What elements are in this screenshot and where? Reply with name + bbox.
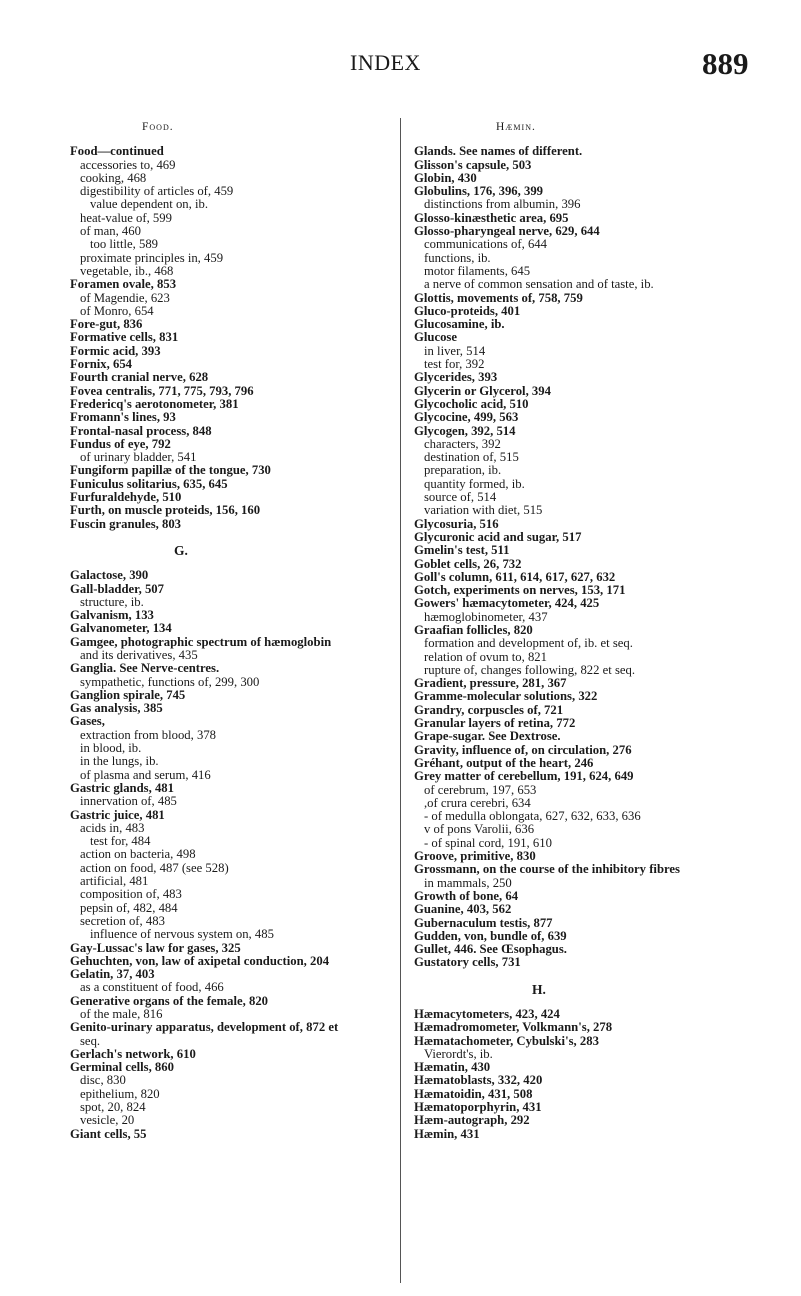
index-subentry: test for, 392 xyxy=(424,357,485,372)
index-subentry: formation and development of, ib. et seq. xyxy=(424,636,633,651)
index-entry: Generative organs of the female, 820 xyxy=(70,993,269,1008)
index-entry: Galvanism, 133 xyxy=(70,608,154,623)
index-subentry: as a constituent of food, 466 xyxy=(80,980,224,995)
index-entry: Globulins, 176, 396, 399 xyxy=(414,184,544,199)
index-subentry: secretion of, 483 xyxy=(80,913,165,928)
index-subentry: cooking, 468 xyxy=(80,170,147,185)
right-column-heading: Hæmin. xyxy=(496,121,536,133)
index-entry: Glosso-kinæsthetic area, 695 xyxy=(414,210,569,225)
index-entry: Gudden, von, bundle of, 639 xyxy=(414,928,567,943)
index-entry: Gluco-proteids, 401 xyxy=(414,303,521,318)
index-subentry: relation of ovum to, 821 xyxy=(424,649,547,664)
index-subentry: in liver, 514 xyxy=(424,343,486,358)
section-letter: H. xyxy=(532,981,546,997)
index-entry: Genito-urinary apparatus, development of, 872 et xyxy=(70,1020,339,1035)
index-entry: Fovea centralis, 771, 775, 793, 796 xyxy=(70,383,254,398)
index-entry: Fungiform papillæ of the tongue, 730 xyxy=(70,463,271,478)
index-subentry: of the male, 816 xyxy=(80,1007,163,1021)
index-subentry: destination of, 515 xyxy=(424,450,519,465)
index-entry: Gases, xyxy=(70,714,105,729)
index-entry: Guanine, 403, 562 xyxy=(414,902,512,917)
index-entry: Formic acid, 393 xyxy=(70,343,161,358)
index-entry: Gas analysis, 385 xyxy=(70,701,163,716)
index-subentry: of man, 460 xyxy=(80,224,141,239)
index-entry: Gramme-molecular solutions, 322 xyxy=(414,689,598,704)
index-subentry: of plasma and serum, 416 xyxy=(80,767,211,782)
index-subentry: a nerve of common sensation and of taste, ib. xyxy=(424,277,654,292)
index-entry: Frontal-nasal process, 848 xyxy=(70,423,212,438)
index-entry: Ganglion spirale, 745 xyxy=(70,687,186,702)
index-entry: Hæmatoblasts, 332, 420 xyxy=(414,1073,543,1088)
index-subentry: too little, 589 xyxy=(90,237,159,252)
index-entry: Goblet cells, 26, 732 xyxy=(414,556,522,571)
index-subentry: spot, 20, 824 xyxy=(80,1100,146,1115)
index-entry: Glucosamine, ib. xyxy=(414,317,505,332)
index-entry: Food—continued xyxy=(70,144,164,159)
index-subentry: characters, 392 xyxy=(424,436,501,451)
index-entry: Growth of bone, 64 xyxy=(414,888,519,903)
index-entry: Glycocine, 499, 563 xyxy=(414,410,519,425)
index-entry: Glycerides, 393 xyxy=(414,370,498,385)
index-entry: Glottis, movements of, 758, 759 xyxy=(414,290,583,305)
index-entry: Gradient, pressure, 281, 367 xyxy=(414,676,567,691)
index-subentry: hæmoglobinometer, 437 xyxy=(424,609,548,624)
index-subentry: accessories to, 469 xyxy=(80,157,176,172)
index-entry: Giant cells, 55 xyxy=(70,1126,147,1141)
index-subentry: communications of, 644 xyxy=(424,237,547,252)
index-entry: Furfuraldehyde, 510 xyxy=(70,490,182,505)
index-subentry: value dependent on, ib. xyxy=(90,197,209,212)
index-entry: Gall-bladder, 507 xyxy=(70,581,164,596)
index-entry: Galactose, 390 xyxy=(70,568,149,583)
index-entry: Gmelin's test, 511 xyxy=(414,543,510,558)
index-entry: Hæmatin, 430 xyxy=(414,1060,491,1075)
running-title: INDEX xyxy=(350,50,421,75)
index-subentry: of urinary bladder, 541 xyxy=(80,450,197,465)
index-subentry: composition of, 483 xyxy=(80,887,182,902)
index-subentry: vegetable, ib., 468 xyxy=(80,263,174,278)
index-entry: Hæmatoidin, 431, 508 xyxy=(414,1086,533,1101)
index-subentry: innervation of, 485 xyxy=(80,794,177,809)
index-entry: Gravity, influence of, on circulation, 276 xyxy=(414,742,632,757)
index-entry: Glands. See names of different. xyxy=(414,144,583,159)
index-entry: Glisson's capsule, 503 xyxy=(414,157,532,172)
index-entry: Hæm-autograph, 292 xyxy=(414,1113,530,1128)
index-subentry: rupture of, changes following, 822 et seq. xyxy=(424,662,636,677)
index-entry: Fornix, 654 xyxy=(70,357,133,372)
index-entry: Fromann's lines, 93 xyxy=(70,410,176,425)
index-entry: Gréhant, output of the heart, 246 xyxy=(414,755,594,770)
index-entry: Fuscin granules, 803 xyxy=(70,516,182,531)
index-entry: Ganglia. See Nerve-centres. xyxy=(70,661,220,676)
index-subentry: acids in, 483 xyxy=(80,820,145,835)
index-subentry: functions, ib. xyxy=(424,250,491,265)
index-subentry: preparation, ib. xyxy=(424,463,502,478)
section-letter: G. xyxy=(174,542,188,558)
index-entry: Fourth cranial nerve, 628 xyxy=(70,370,209,385)
page-header xyxy=(0,46,801,86)
index-entry: Gustatory cells, 731 xyxy=(414,955,521,970)
index-entry: Fredericq's aerotonometer, 381 xyxy=(70,396,239,411)
index-subentry: heat-value of, 599 xyxy=(80,210,172,225)
index-entry: Gerlach's network, 610 xyxy=(70,1046,196,1061)
index-subentry: in mammals, 250 xyxy=(424,875,512,890)
index-entry: Foramen ovale, 853 xyxy=(70,277,177,292)
index-subentry: seq. xyxy=(80,1033,101,1048)
index-entry: Hæmatoporphyrin, 431 xyxy=(414,1100,542,1115)
left-column-heading: Food. xyxy=(142,121,174,133)
index-entry: Hæmin, 431 xyxy=(414,1126,480,1141)
index-subentry: Vierordt's, ib. xyxy=(424,1046,493,1061)
right-entries xyxy=(414,145,800,1141)
index-entry: Grossmann, on the course of the inhibitory fibres xyxy=(414,862,680,877)
index-entry: Gubernaculum testis, 877 xyxy=(414,915,553,930)
index-subentry: variation with diet, 515 xyxy=(424,503,543,518)
index-entry: Gastric glands, 481 xyxy=(70,780,174,795)
page-number: 889 xyxy=(702,46,749,81)
index-subentry: proximate principles in, 459 xyxy=(80,250,224,265)
index-subentry: epithelium, 820 xyxy=(80,1086,160,1101)
index-subentry: and its derivatives, 435 xyxy=(80,647,198,662)
left-column xyxy=(70,121,388,1141)
index-entry: Graafian follicles, 820 xyxy=(414,622,533,637)
index-entry: Glycuronic acid and sugar, 517 xyxy=(414,529,582,544)
index-entry: Gowers' hæmacytometer, 424, 425 xyxy=(414,596,600,611)
index-subentry: of Magendie, 623 xyxy=(80,290,170,305)
index-entry: Gamgee, photographic spectrum of hæmoglobin xyxy=(70,634,332,649)
index-entry: Furth, on muscle proteids, 156, 160 xyxy=(70,503,261,518)
index-entry: Hæmacytometers, 423, 424 xyxy=(414,1007,560,1021)
index-subentry: source of, 514 xyxy=(424,490,497,505)
index-entry: Gehuchten, von, law of axipetal conduction, 204 xyxy=(70,953,330,968)
index-subentry: distinctions from albumin, 396 xyxy=(424,197,581,212)
index-entry: Germinal cells, 860 xyxy=(70,1060,174,1075)
index-entry: Gelatin, 37, 403 xyxy=(70,967,155,982)
index-entry: Gastric juice, 481 xyxy=(70,807,165,822)
index-subentry: - of spinal cord, 191, 610 xyxy=(424,835,552,850)
index-entry: Gotch, experiments on nerves, 153, 171 xyxy=(414,583,626,598)
index-subentry: of cerebrum, 197, 653 xyxy=(424,782,537,797)
index-subentry: digestibility of articles of, 459 xyxy=(80,184,234,199)
index-subentry: influence of nervous system on, 485 xyxy=(90,927,274,942)
index-entry: Groove, primitive, 830 xyxy=(414,849,536,864)
index-subentry: of Monro, 654 xyxy=(80,303,154,318)
index-entry: Fore-gut, 836 xyxy=(70,317,143,332)
index-entry: Grape-sugar. See Dextrose. xyxy=(414,729,561,744)
index-subentry: vesicle, 20 xyxy=(80,1113,135,1128)
index-entry: Galvanometer, 134 xyxy=(70,621,172,636)
index-subentry: structure, ib. xyxy=(80,594,144,609)
index-subentry: ,of crura cerebri, 634 xyxy=(424,795,531,810)
index-entry: Gay-Lussac's law for gases, 325 xyxy=(70,940,241,955)
index-subentry: in blood, ib. xyxy=(80,741,142,756)
index-subentry: action on bacteria, 498 xyxy=(80,847,196,862)
index-entry: Glycosuria, 516 xyxy=(414,516,499,531)
index-subentry: artificial, 481 xyxy=(80,874,149,889)
index-subentry: sympathetic, functions of, 299, 300 xyxy=(80,674,260,689)
index-subentry: test for, 484 xyxy=(90,834,151,849)
index-entry: Gullet, 446. See Œsophagus. xyxy=(414,942,567,957)
index-subentry: disc, 830 xyxy=(80,1073,126,1088)
index-entry: Glycerin or Glycerol, 394 xyxy=(414,383,551,398)
index-subentry: action on food, 487 (see 528) xyxy=(80,860,229,875)
column-divider xyxy=(400,118,401,1283)
left-entries xyxy=(70,145,388,1141)
index-entry: Goll's column, 611, 614, 617, 627, 632 xyxy=(414,569,616,584)
index-entry: Fundus of eye, 792 xyxy=(70,436,171,451)
index-subentry: extraction from blood, 378 xyxy=(80,727,217,742)
index-entry: Granular layers of retina, 772 xyxy=(414,716,576,731)
index-entry: Formative cells, 831 xyxy=(70,330,179,345)
index-entry: Glosso-pharyngeal nerve, 629, 644 xyxy=(414,224,600,239)
index-entry: Hæmadromometer, Volkmann's, 278 xyxy=(414,1020,613,1035)
index-subentry: motor filaments, 645 xyxy=(424,263,531,278)
index-entry: Glycogen, 392, 514 xyxy=(414,423,516,438)
index-subentry: in the lungs, ib. xyxy=(80,754,159,769)
index-entry: Funiculus solitarius, 635, 645 xyxy=(70,476,228,491)
index-entry: Globin, 430 xyxy=(414,170,477,185)
index-subentry: - of medulla oblongata, 627, 632, 633, 636 xyxy=(424,809,641,824)
index-entry: Hæmatachometer, Cybulski's, 283 xyxy=(414,1033,599,1048)
index-entry: Glucose xyxy=(414,330,457,345)
index-entry: Grey matter of cerebellum, 191, 624, 649 xyxy=(414,769,634,784)
index-subentry: v of pons Varolii, 636 xyxy=(424,822,535,837)
index-subentry: pepsin of, 482, 484 xyxy=(80,900,178,915)
right-column xyxy=(414,121,800,1141)
index-entry: Glycocholic acid, 510 xyxy=(414,396,529,411)
index-subentry: quantity formed, ib. xyxy=(424,476,525,491)
index-entry: Grandry, corpuscles of, 721 xyxy=(414,702,564,717)
